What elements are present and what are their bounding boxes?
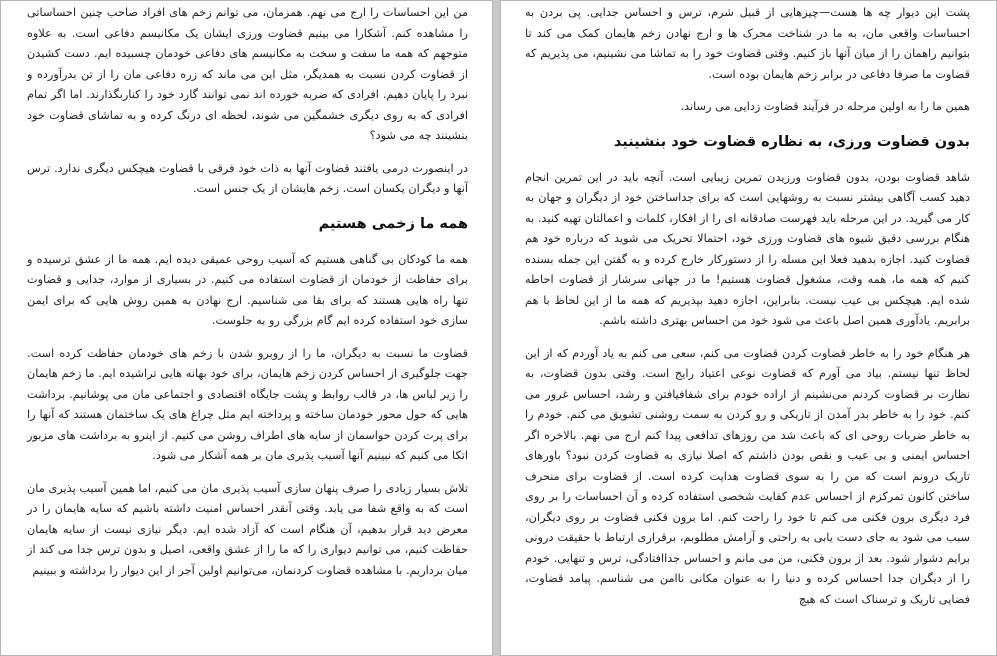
right-page-content bbox=[525, 3, 970, 622]
right-paragraph-2: همین ما را به اولین مرحله در فرآیند قضاوت زدایی می رساند. bbox=[680, 100, 970, 113]
left-paragraph-4: قضاوت ما نسبت به دیگران، ما را از روبرو شدن با زخم های خودمان حفاظت کرده است. جهت جلوگیری از احساس کردن زخم هایمان، برای خود بهانه هایی تراشیده ایم. ما زخم هایمان را زیر لباس ها، در قالب روابط و پشت جایگاه اقتصادی و اجتماعی مان می پوشانیم. برداشت هایی که حول محور خودمان ساخته و پرداخته ایم مثل چراغ های یک ساختمان هستند که آنها را برای پرت کردن حواسمان از سایه های اطراف روشن می کنیم. از اینرو به برداشت های مزبور اتکا می کنیم که نبینیم آنها آسیب پذیری مان بر همه آشکار می شود. bbox=[27, 346, 468, 462]
right-paragraph-4: هر هنگام خود را به خاطر قضاوت کردن قضاوت می کنم، سعی می کنم به یاد آوردم که از این لحاظ تنها نیستم. بیاد می آورم که قضاوت نوعی اعتیاد رایج است. وقتی بدون قضاوت، به نظارت بر قضاوت کردنم می‌نشینم از اراده خودم برای شفافیافتن و رشد، احساس غرور می کنم. خود را به خاطر بدر آمدن از تاریکی و رو کردن به سمت روشنی تشویق می کنم. خودم را به خاطر ضربات روحی ای که باعث شد من روزهای تدافعی پیدا کنم ارج می نهم. بالاخره اگر احساس ایمنی و بی عیب و نقص بودن داشتم که اصلا نیازی به قضاوت کردن نبود؟ باورهای تاریک درونم است که من را به سوی قضاوت هدایت کرده است. از قضاوت برای منحرف ساختن کانون تمرکزم از احساس عدم کفایت شخصی استفاده کرده و آن احساسات را بر روی فرد دیگری برون فکنی می کنم تا خود را راحت کنم. اما برون فکنی قضاوت بر روی دیگران، سبب می شود به جای دست یابی به راحتی و آرامش مطلوبم، برقراری ارتباط با حقیقت درونی برایم دشوار شود. بعد از برون فکنی، من می مانم و احساس جداافتادگی، ترس و تنهایی. خودم را از دیگران جدا احساس کرده و دنیا را به عنوان مکانی ناامن می شناسم. پیامد قضاوت، فضایی تاریک و ترسناک است که هیچ bbox=[525, 346, 970, 606]
left-paragraph-3: همه ما کودکان بی گناهی هستیم که آسیب روحی عمیقی دیده ایم. همه ما از عشق ترسیده و برای حفاظت از خودمان از قضاوت استفاده می کنیم. در بسیاری از موارد، جدایی و قضاوت تنها راه هایی هستند که برای بقا می شناسیم. ارج نهادن به همین روش هایی که برای ایمن سازی خود استفاده کرده ایم گام بزرگی رو به جلوست. bbox=[27, 252, 468, 327]
right-paragraph-3: شاهد قضاوت بودن، بدون قضاوت ورزیدن تمرین زیبایی است. آنچه باید در این تمرین انجام دهید کسب آگاهی بیشتر نسبت به روشهایی است که برای جداساختن خود از دیگران و جهان به کار می گیرید. در این مرحله باید فهرست صادقانه ای را از افکار، کلمات و اعمالتان تهیه کنید. به هنگام بررسی دقیق شیوه های قضاوت ورزی خود، احتمالا تحریک می شوید که درباره خود هم قضاوت کنید. اجازه بدهید فعلا این مسله را از دستورکار خارج کرده و به گفتن این جمله بسنده کنیم که همه ما، همه وقت، مشغول قضاوت هستیم! ما در جهانی سرشار از قضاوت احاطه شده ایم. هیچکس بی عیب نیست. بنابراین، اجازه دهید بپذیریم که همه ما از این لحاظ با هم برابریم. یادآوری همین اصل باعث می شود خود من احساس بهتری داشته باشم. bbox=[525, 170, 970, 327]
right-page bbox=[500, 0, 997, 656]
left-page-content bbox=[27, 3, 468, 593]
right-paragraph-1: پشت این دیوار چه ها هست—چیزهایی از قبیل شرم، ترس و احساس جدایی. پی بردن به احساسات واقعی مان، به ما در شناخت محرک ها و ارج نهادن زخم هایمان کمک می کند تا بتوانیم راهمان را از میان آنها باز کنیم. وقتی قضاوت خود را به تماشا می نشینیم، می پذیریم که قضاوت ما صرفا دفاعی در برابر زخم هایمان بوده است. bbox=[525, 6, 970, 81]
left-section-heading: همه ما زخمی هستیم bbox=[318, 215, 468, 232]
left-paragraph-2: در اینصورت درمی یافتند قضاوت آنها به ذات خود فرقی با قضاوت هیچکس دیگری ندارد. ترس آنها و دیگران یکسان است. زخم هایشان از یک جنس است. bbox=[27, 161, 468, 195]
right-section-heading: بدون قضاوت ورزی، به نظاره قضاوت خود بنشینید bbox=[613, 133, 970, 150]
left-page bbox=[0, 0, 493, 656]
left-paragraph-5: تلاش بسیار زیادی را صرف پنهان سازی آسیب پذیری مان می کنیم، اما همین آسیب پذیری مان است که به واقع شفا می یابد. وقتی آنقدر احساس امنیت داشته باشیم که سایه هایمان را در معرض دید قرار بدهیم، آن هنگام است که آزاد شده ایم. دیگر نیازی نیست از سایه هایمان حفاظت کنیم، می توانیم دیواری را که ما را از عشق واقعی، اصیل و بدون ترس جدا می کند از میان برداریم. با مشاهده قضاوت کردنمان، می‌توانیم اولین آجر از این دیوار را برداشته و ببینیم bbox=[27, 481, 468, 577]
left-paragraph-1: من این احساسات را ارج می نهم. همزمان، می توانم زخم های افراد صاحب چنین احساساتی را مشاهده کنم. آشکارا می بینیم قضاوت ورزی ایشان یک مکانیسم دفاعی است. به علاوه متوجهم که همه ما سفت و سخت به مکانیسم های دفاعی خودمان چسبیده ایم. دست کشیدن از قضاوت کردن نسبت به همدیگر، مثل این می ماند که زره دفاعی مان را از تن بدرآورده و نبرد را پایان دهیم. افرادی که ضربه خورده اند نمی توانند گارد خود را کناربگذارند. اما اگر تمام افرادی که به روی دیگری خشمگین می شوند، لحظه ای درنگ کرده و به تماشای قضاوت خود بنشینند چه می شود؟ bbox=[27, 6, 468, 142]
